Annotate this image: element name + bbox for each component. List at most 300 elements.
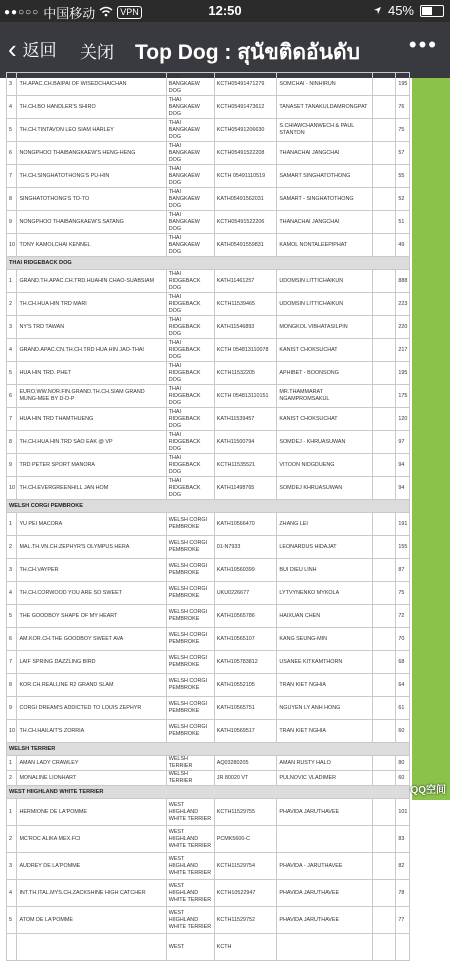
registration-cell: KATH11546893: [214, 316, 277, 339]
table-row: [7, 536, 410, 559]
rank-cell: 3: [7, 73, 17, 96]
breed-cell: THAI BANGKAEW DOG: [166, 188, 214, 211]
score-cell: 75: [396, 582, 410, 605]
blank-cell: [373, 674, 396, 697]
registration-cell: KATH10560399: [214, 559, 277, 582]
score-cell: 72: [396, 605, 410, 628]
breed-cell: THAI RIDGEBACK DOG: [166, 454, 214, 477]
green-side-panel: [412, 78, 450, 800]
blank-cell: [373, 826, 396, 853]
owner-cell: ZHANG LEI: [277, 513, 373, 536]
dog-name-cell: INT.TH.ITAL.MYS.CH.ZACKSHINE HIGH CATCHER: [17, 880, 166, 907]
registration-cell: KATH10566470: [214, 513, 277, 536]
rank-cell: 1: [7, 756, 17, 771]
blank-cell: [373, 771, 396, 786]
owner-cell: UDOMSIN LITTICHAIKUN: [277, 293, 373, 316]
close-button[interactable]: 关闭: [80, 43, 114, 62]
registration-cell: KATH11539457: [214, 408, 277, 431]
table-row: [7, 408, 410, 431]
breed-section-header: [7, 257, 410, 270]
blank-cell: [373, 513, 396, 536]
score-cell: 60: [396, 771, 410, 786]
owner-cell: SOMDEJ - KHRUASUWAN: [277, 431, 373, 454]
table-row: [7, 651, 410, 674]
rank-cell: 5: [7, 362, 17, 385]
rank-cell: 8: [7, 431, 17, 454]
score-cell: 94: [396, 454, 410, 477]
blank-cell: [373, 454, 396, 477]
registration-cell: KCTH 05491110519: [214, 165, 277, 188]
score-cell: 60: [396, 720, 410, 743]
owner-cell: NGUYEN LY ANH HONG: [277, 697, 373, 720]
table-row: [7, 559, 410, 582]
table-row: [7, 720, 410, 743]
score-cell: 49: [396, 234, 410, 257]
registration-cell: KATH05491559831: [214, 234, 277, 257]
table-row: [7, 826, 410, 853]
owner-cell: HAIXUAN CHEN: [277, 605, 373, 628]
score-cell: 217: [396, 339, 410, 362]
rank-cell: 7: [7, 165, 17, 188]
breed-cell: THAI BANGKAEW DOG: [166, 142, 214, 165]
table-row: [7, 188, 410, 211]
owner-cell: MONGKOL VIBHATASILPIN: [277, 316, 373, 339]
table-row: [7, 674, 410, 697]
score-cell: [396, 934, 410, 961]
rank-cell: 5: [7, 119, 17, 142]
score-cell: 52: [396, 188, 410, 211]
score-cell: 97: [396, 431, 410, 454]
owner-cell: TRAN KIET NGHIA: [277, 674, 373, 697]
registration-cell: PCMK5600-C: [214, 826, 277, 853]
blank-cell: [373, 234, 396, 257]
dog-name-cell: NONGPHOO THAIBANGKAEW'S SATANG: [17, 211, 166, 234]
registration-cell: JR 80020 VT: [214, 771, 277, 786]
rank-cell: 7: [7, 651, 17, 674]
score-cell: 101: [396, 799, 410, 826]
blank-cell: [373, 431, 396, 454]
table-row: [7, 339, 410, 362]
owner-cell: THANACHAI JANGCHAI: [277, 211, 373, 234]
rank-cell: 6: [7, 142, 17, 165]
blank-cell: [373, 853, 396, 880]
table-row: [7, 142, 410, 165]
blank-cell: [373, 73, 396, 96]
owner-cell: BUI DIEU LINH: [277, 559, 373, 582]
dog-name-cell: HUA HIN TRD THAMTHUENG: [17, 408, 166, 431]
nav-bar: [0, 22, 450, 78]
blank-cell: [373, 385, 396, 408]
vpn-badge: VPN: [117, 6, 142, 19]
registration-cell: 01-N7933: [214, 536, 277, 559]
score-cell: 195: [396, 362, 410, 385]
score-cell: 223: [396, 293, 410, 316]
blank-cell: [373, 119, 396, 142]
table-row: [7, 211, 410, 234]
table-row: [7, 431, 410, 454]
dog-name-cell: TH.APAC.CH.BAIPAI OF WISEDCHAICHAN: [17, 73, 166, 96]
blank-cell: [373, 477, 396, 500]
breed-section-header: [7, 743, 410, 756]
blank-cell: [373, 293, 396, 316]
rank-cell: 1: [7, 270, 17, 293]
breed-cell: WELSH TERRIER: [166, 756, 214, 771]
breed-cell: WELSH CORGI PEMBROKE: [166, 720, 214, 743]
score-cell: 57: [396, 142, 410, 165]
score-cell: 51: [396, 211, 410, 234]
breed-cell: WELSH CORGI PEMBROKE: [166, 697, 214, 720]
blank-cell: [373, 907, 396, 934]
table-row: [7, 270, 410, 293]
registration-cell: KCTH: [214, 934, 277, 961]
blank-cell: [373, 880, 396, 907]
table-row: [7, 73, 410, 96]
breed-cell: WELSH TERRIER: [166, 771, 214, 786]
dog-name-cell: CORGI DREAM'S ADDICTED TO LOUIS ZEPHYR: [17, 697, 166, 720]
table-row: [7, 771, 410, 786]
blank-cell: [373, 934, 396, 961]
dog-name-cell: HUA HIN TRD. PHET: [17, 362, 166, 385]
owner-cell: AMAN RUSTY HALO: [277, 756, 373, 771]
table-row: [7, 605, 410, 628]
score-cell: 155: [396, 536, 410, 559]
breed-cell: THAI BANGKAEW DOG: [166, 211, 214, 234]
breed-section-header: [7, 786, 410, 799]
breed-cell: WEST HIIGHLAND WHITE TERRIER: [166, 853, 214, 880]
breed-cell: WELSH CORGI PEMBROKE: [166, 628, 214, 651]
dog-name-cell: TH.CH.BO HANDLER'S SHIRO: [17, 96, 166, 119]
blank-cell: [373, 756, 396, 771]
score-cell: 70: [396, 628, 410, 651]
rank-cell: 3: [7, 316, 17, 339]
breed-cell: WELSH CORGI PEMBROKE: [166, 605, 214, 628]
blank-cell: [373, 799, 396, 826]
rank-cell: 2: [7, 826, 17, 853]
score-cell: 55: [396, 165, 410, 188]
blank-cell: [373, 605, 396, 628]
rank-cell: 10: [7, 234, 17, 257]
owner-cell: PHAVIDA JARUTHAVEE: [277, 880, 373, 907]
registration-cell: KCTH05491522208: [214, 142, 277, 165]
blank-cell: [373, 720, 396, 743]
watermark-logo: QQ空间: [410, 785, 446, 796]
owner-cell: KANG SEUNG-MIN: [277, 628, 373, 651]
score-cell: 220: [396, 316, 410, 339]
breed-cell: THAI RIDGEBACK DOG: [166, 316, 214, 339]
breed-cell: THAI BANGKAEW DOG: [166, 73, 214, 96]
owner-cell: PHAVIDA JARUTHAVEE: [277, 907, 373, 934]
breed-cell: WELSH CORGI PEMBROKE: [166, 651, 214, 674]
registration-cell: KCTH11529752: [214, 907, 277, 934]
section-title: WELSH CORGI PEMBROKE: [7, 500, 410, 513]
table-row: [7, 119, 410, 142]
section-title: WELSH TERRIER: [7, 743, 410, 756]
score-cell: 888: [396, 270, 410, 293]
owner-cell: MR.THAMMARAT NGAMPROMSAKUL: [277, 385, 373, 408]
score-cell: 75: [396, 119, 410, 142]
breed-cell: WEST HIIGHLAND WHITE TERRIER: [166, 907, 214, 934]
table-row: [7, 907, 410, 934]
owner-cell: APHIBET - BOONSONG: [277, 362, 373, 385]
blank-cell: [373, 408, 396, 431]
table-row: [7, 454, 410, 477]
dog-name-cell: TH.CH.SINGHATOTHONG'S PU-HIN: [17, 165, 166, 188]
rank-cell: 5: [7, 605, 17, 628]
dog-name-cell: [17, 934, 166, 961]
table-row: [7, 853, 410, 880]
score-cell: 195: [396, 73, 410, 96]
rank-cell: 6: [7, 385, 17, 408]
owner-cell: TRAN KIET NGHIA: [277, 720, 373, 743]
breed-cell: WELSH CORGI PEMBROKE: [166, 536, 214, 559]
blank-cell: [373, 697, 396, 720]
rank-cell: 9: [7, 211, 17, 234]
owner-cell: SOMDEJ KHRUASUWAN: [277, 477, 373, 500]
owner-cell: PULNOVIC VLADIMER: [277, 771, 373, 786]
rank-cell: 9: [7, 697, 17, 720]
registration-cell: KATH11461257: [214, 270, 277, 293]
table-row: [7, 513, 410, 536]
rank-cell: 8: [7, 188, 17, 211]
breed-cell: WEST: [166, 934, 214, 961]
breed-cell: WELSH CORGI PEMBROKE: [166, 674, 214, 697]
table-row: [7, 293, 410, 316]
registration-cell: KCTH 054813110151: [214, 385, 277, 408]
breed-cell: WELSH CORGI PEMBROKE: [166, 513, 214, 536]
registration-cell: KCTH10522947: [214, 880, 277, 907]
registration-cell: KATH05491562031: [214, 188, 277, 211]
registration-cell: KCTH 054813110078: [214, 339, 277, 362]
breed-cell: THAI RIDGEBACK DOG: [166, 339, 214, 362]
dog-name-cell: AM.KOR.CH.THE GOODBOY SWEET AVA: [17, 628, 166, 651]
score-cell: 87: [396, 559, 410, 582]
location-arrow-icon: [373, 3, 382, 18]
owner-cell: UDOMSIN LITTICHAIKUN: [277, 270, 373, 293]
rank-cell: 4: [7, 96, 17, 119]
registration-cell: AQ03280205: [214, 756, 277, 771]
rank-cell: 10: [7, 720, 17, 743]
battery-percent: 45%: [387, 3, 414, 18]
owner-cell: PHAVIDA - JARUTHAVEE: [277, 853, 373, 880]
dog-name-cell: MONALINE LIONHART: [17, 771, 166, 786]
table-row: [7, 756, 410, 771]
table-row: [7, 880, 410, 907]
rank-cell: 8: [7, 674, 17, 697]
registration-cell: KATH11498765: [214, 477, 277, 500]
registration-cell: KATH11500794: [214, 431, 277, 454]
dog-name-cell: EURO.WW.NOR.FIN.GRAND.TH.CH.SIAM GRAND MUNG-MEE BY D-D-P: [17, 385, 166, 408]
rank-cell: [7, 934, 17, 961]
dog-name-cell: ATOM DE LA'POMME: [17, 907, 166, 934]
registration-cell: KATH10569517: [214, 720, 277, 743]
score-cell: 77: [396, 907, 410, 934]
dog-name-cell: TH.CH.HUA HIN TRD MARI: [17, 293, 166, 316]
signal-icon: ●●○○○: [4, 7, 40, 18]
registration-cell: KCTH05491206630: [214, 119, 277, 142]
breed-cell: THAI RIDGEBACK DOG: [166, 408, 214, 431]
dog-name-cell: GRAND.TH.APAC.CH.TRD.HUAHIN CHAO-SUABSIAM: [17, 270, 166, 293]
rank-cell: 9: [7, 454, 17, 477]
registration-cell: KCTH11539465: [214, 293, 277, 316]
dog-name-cell: NONGPHOO THAIBANGKAEW'S HENG-HENG: [17, 142, 166, 165]
score-cell: 80: [396, 756, 410, 771]
web-content[interactable]: [0, 73, 450, 950]
dog-name-cell: TRD PETER SPORT MANORA: [17, 454, 166, 477]
owner-cell: SAMART SINGHATOTHONG: [277, 165, 373, 188]
more-options-button[interactable]: •••: [408, 32, 438, 57]
rank-cell: 4: [7, 339, 17, 362]
table-row: [7, 799, 410, 826]
breed-cell: WEST HIIGHLAND WHITE TERRIER: [166, 799, 214, 826]
dog-name-cell: MAL.TH.VN.CH.ZEPHYR'S OLYMPUS HERA: [17, 536, 166, 559]
score-cell: 61: [396, 697, 410, 720]
breed-cell: THAI RIDGEBACK DOG: [166, 477, 214, 500]
breed-cell: THAI RIDGEBACK DOG: [166, 293, 214, 316]
registration-cell: KCTH11529755: [214, 799, 277, 826]
breed-cell: WEST HIIGHLAND WHITE TERRIER: [166, 826, 214, 853]
blank-cell: [373, 270, 396, 293]
owner-cell: VITOON NIDGDUENG: [277, 454, 373, 477]
owner-cell: LYTVYNENKO MYKOLA: [277, 582, 373, 605]
dog-name-cell: TH.CH.TINTAVON LEO SIAM HARLEY: [17, 119, 166, 142]
blank-cell: [373, 142, 396, 165]
rank-cell: 2: [7, 771, 17, 786]
registration-cell: KCTH11529754: [214, 853, 277, 880]
owner-cell: S.CHIAWCHANWECH & PAUL STANTON: [277, 119, 373, 142]
table-row: [7, 165, 410, 188]
rank-cell: 6: [7, 628, 17, 651]
breed-cell: THAI RIDGEBACK DOG: [166, 431, 214, 454]
blank-cell: [373, 211, 396, 234]
table-row: [7, 697, 410, 720]
registration-cell: UKU0226677: [214, 582, 277, 605]
dog-name-cell: TH.CH.HAILAIT'S ZORRIA: [17, 720, 166, 743]
rank-cell: 4: [7, 582, 17, 605]
breed-cell: WELSH CORGI PEMBROKE: [166, 559, 214, 582]
dog-name-cell: TH.CH.CORWOOD YOU ARE SO SWEET: [17, 582, 166, 605]
blank-cell: [373, 165, 396, 188]
breed-cell: THAI RIDGEBACK DOG: [166, 385, 214, 408]
chevron-left-icon: ‹: [8, 33, 17, 64]
rank-cell: 2: [7, 536, 17, 559]
score-cell: 76: [396, 96, 410, 119]
breed-cell: THAI BANGKAEW DOG: [166, 165, 214, 188]
carrier-label: 中国移动: [43, 6, 96, 21]
battery-fill: [422, 7, 432, 15]
table-row: [7, 628, 410, 651]
section-title: WEST HIIGHLAND WHITE TERRIER: [7, 786, 410, 799]
blank-cell: [373, 536, 396, 559]
dog-name-cell: AMAN LADY CRAWLEY: [17, 756, 166, 771]
page-title: Top Dog : สุนัขติดอันดับ: [135, 41, 360, 64]
owner-cell: [277, 826, 373, 853]
blank-cell: [373, 339, 396, 362]
table-row: [7, 934, 410, 961]
owner-cell: SAMART - SINGHATOTHONG: [277, 188, 373, 211]
blank-cell: [373, 651, 396, 674]
dog-name-cell: MC'ROC ALIKA MEX.FCI: [17, 826, 166, 853]
section-title: THAI RIDGEBACK DOG: [7, 257, 410, 270]
dog-name-cell: GRAND.APAC.CN.TH.CH.TRD HUA HIN JAO-THAI: [17, 339, 166, 362]
registration-cell: KATH10565786: [214, 605, 277, 628]
score-cell: 175: [396, 385, 410, 408]
table-row: [7, 385, 410, 408]
registration-cell: KCTH05491473612: [214, 96, 277, 119]
rank-cell: 3: [7, 853, 17, 880]
dog-name-cell: YU PEI MACORA: [17, 513, 166, 536]
dog-name-cell: AUDREY DE LA'POMME: [17, 853, 166, 880]
dog-name-cell: THE GOODBOY SHAPE OF MY HEART: [17, 605, 166, 628]
breed-cell: THAI BANGKAEW DOG: [166, 96, 214, 119]
table-row: [7, 477, 410, 500]
breed-cell: THAI RIDGEBACK DOG: [166, 270, 214, 293]
rank-cell: 1: [7, 513, 17, 536]
back-label: 返回: [22, 41, 57, 60]
score-cell: 78: [396, 880, 410, 907]
blank-cell: [373, 582, 396, 605]
registration-cell: KATH10552105: [214, 674, 277, 697]
rank-cell: 5: [7, 907, 17, 934]
owner-cell: TANASET TANAKULDAMRONGPAT: [277, 96, 373, 119]
rank-cell: 4: [7, 880, 17, 907]
battery-icon: [420, 5, 444, 17]
status-right: [373, 3, 444, 18]
rank-cell: 10: [7, 477, 17, 500]
score-cell: 94: [396, 477, 410, 500]
status-bar: [0, 0, 450, 22]
back-button[interactable]: [8, 33, 57, 64]
dog-name-cell: TH.CH.HUA HIN TRD SAO EAK @ VP: [17, 431, 166, 454]
breed-section-header: [7, 500, 410, 513]
table-row: [7, 362, 410, 385]
registration-cell: KCTH05491522206: [214, 211, 277, 234]
owner-cell: [277, 934, 373, 961]
blank-cell: [373, 188, 396, 211]
score-cell: 64: [396, 674, 410, 697]
breed-cell: WEST HIIGHLAND WHITE TERRIER: [166, 880, 214, 907]
owner-cell: USANEE KITKAMTHORN: [277, 651, 373, 674]
score-cell: 82: [396, 853, 410, 880]
score-cell: 83: [396, 826, 410, 853]
dog-name-cell: NY'S TRD TAWAN: [17, 316, 166, 339]
table-row: [7, 234, 410, 257]
dog-name-cell: HERMIONE DE LA'POMME: [17, 799, 166, 826]
registration-cell: KATH10565751: [214, 697, 277, 720]
clock: 12:50: [208, 3, 242, 18]
rank-cell: 1: [7, 799, 17, 826]
rank-cell: 2: [7, 293, 17, 316]
breed-cell: THAI BANGKAEW DOG: [166, 119, 214, 142]
table-row: [7, 96, 410, 119]
blank-cell: [373, 316, 396, 339]
breed-cell: WELSH CORGI PEMBROKE: [166, 582, 214, 605]
owner-cell: THANACHAI JANGCHAI: [277, 142, 373, 165]
table-row: [7, 316, 410, 339]
dog-name-cell: LAIF SPRING DAZZLING BIRD: [17, 651, 166, 674]
owner-cell: KANIST CHOKSUCHAT: [277, 408, 373, 431]
blank-cell: [373, 628, 396, 651]
dog-name-cell: TH.CH.EVERGREENHILL JAN HOM: [17, 477, 166, 500]
registration-cell: KCTH11532205: [214, 362, 277, 385]
blank-cell: [373, 362, 396, 385]
score-cell: 120: [396, 408, 410, 431]
owner-cell: KANIST CHOKSUCHAT: [277, 339, 373, 362]
owner-cell: SOMCHAI - NINHIRUN: [277, 73, 373, 96]
breed-cell: THAI RIDGEBACK DOG: [166, 362, 214, 385]
owner-cell: PHAVIDA JARUTHAVEE: [277, 799, 373, 826]
owner-cell: KAMOL NONTALEEPIPHAT: [277, 234, 373, 257]
rank-cell: 7: [7, 408, 17, 431]
